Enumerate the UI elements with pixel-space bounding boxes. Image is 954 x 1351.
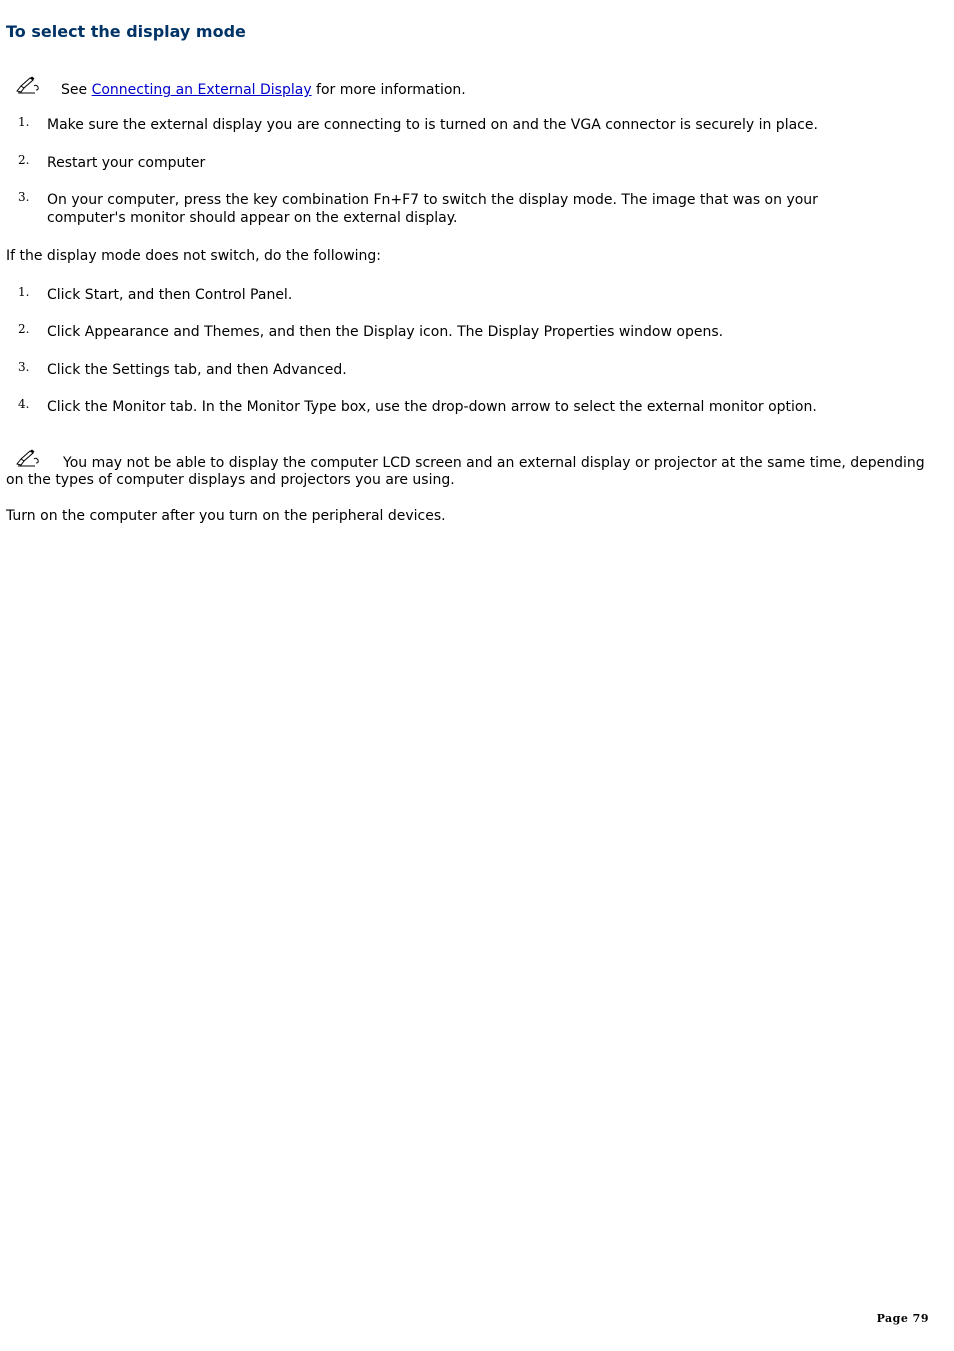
connecting-external-display-link[interactable]: Connecting an External Display — [91, 82, 312, 98]
note-pencil-icon — [15, 76, 41, 96]
note-display-limitation — [6, 449, 926, 489]
step-text: Click the Monitor tab. In the Monitor Type box, use the drop-down arrow to select the external monitor option. — [47, 399, 817, 415]
step-text: Restart your computer — [47, 155, 206, 171]
note-display-text: You may not be able to display the computer LCD screen and an external display or projector at the same time, depending on the types of computer displays and projectors you are using. — [6, 455, 925, 488]
step-text: Click the Settings tab, and then Advanced. — [47, 362, 347, 378]
step-number: 3. — [18, 360, 30, 374]
step-number: 2. — [18, 153, 30, 167]
note-pencil-icon — [15, 449, 41, 469]
step-number: 1. — [18, 115, 30, 129]
step-text: Click Start, and then Control Panel. — [47, 287, 293, 303]
step-number: 2. — [18, 322, 30, 336]
step-number: 1. — [18, 285, 30, 299]
step-text: On your computer, press the key combination Fn+F7 to switch the display mode. The image that was on your computer's monitor should appear on the external display. — [47, 192, 818, 226]
step-number: 4. — [18, 397, 30, 411]
note-see-suffix: for more information. — [311, 82, 466, 98]
step-text: Make sure the external display you are connecting to is turned on and the VGA connector is securely in place. — [47, 117, 818, 133]
step-text: Click Appearance and Themes, and then the Display icon. The Display Properties window opens. — [47, 324, 724, 340]
page-number: Page 79 — [876, 1312, 929, 1325]
note-see-text: See — [61, 82, 92, 98]
page-title: To select the display mode — [6, 22, 246, 41]
intro-paragraph: If the display mode does not switch, do the following: — [6, 248, 382, 264]
step-number: 3. — [18, 190, 30, 204]
note-see-also — [6, 76, 936, 99]
closing-paragraph: Turn on the computer after you turn on the peripheral devices. — [6, 508, 446, 524]
